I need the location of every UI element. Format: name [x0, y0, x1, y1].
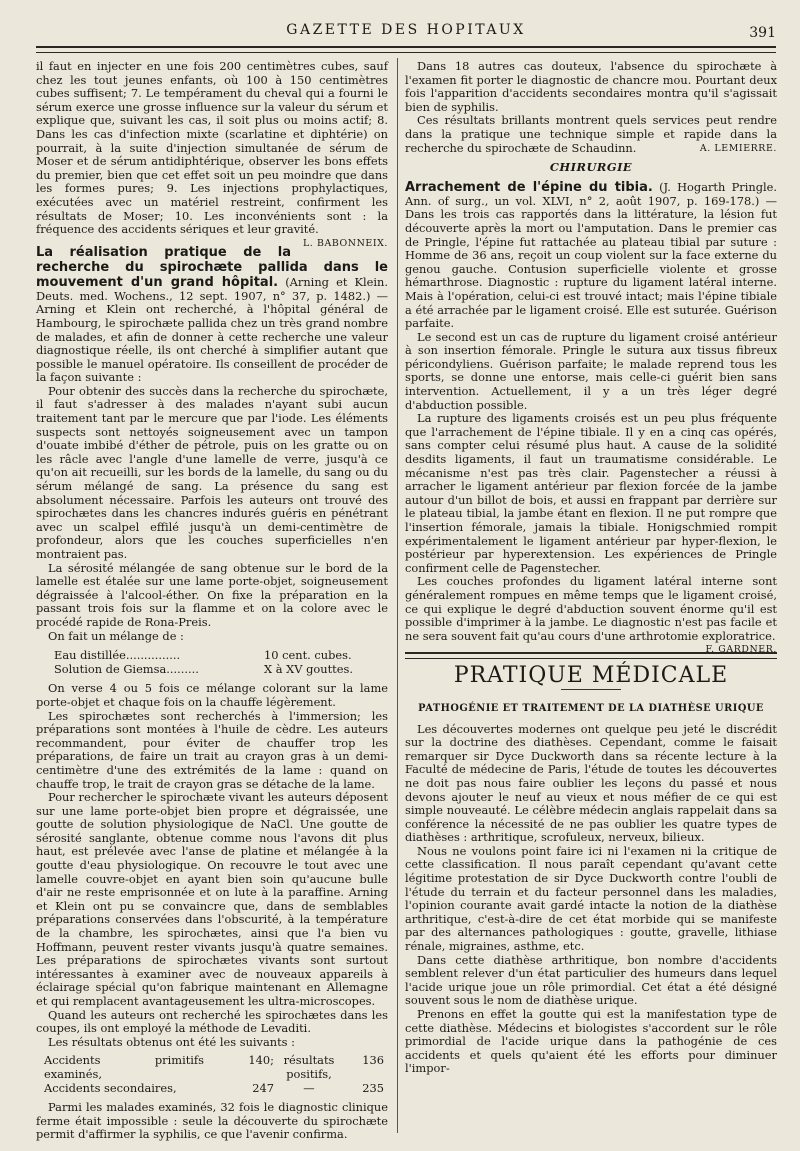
- paragraph: Le second est un cas de rupture du ligament croisé antérieur à son insertion fémorale. Pringle le sutura aux tissus fibreux péricondyliens. Guérison parfaite; le malade reprend tous les sports, se donne une entorse, mais celle-ci guérit bien sans intervention. Actuellement, il y a un très léger degré d'abduction possible.: [405, 329, 777, 412]
- paragraph: Dans 18 autres cas douteux, l'absence du spirochæte à l'examen fit porter le diagnostic de chancre mou. Pourtant deux fois l'apparition d'accidents secondaires montra qu'il s'agissait bien de syphilis.: [405, 59, 777, 114]
- article-reference: (Arning et Klein. Deuts. med. Wochens., 12 sept. 1907, n° 37, p. 1482.): [36, 274, 389, 303]
- recipe-amount: X à XV gouttes.: [264, 661, 353, 676]
- page-number: 391: [749, 25, 776, 41]
- paragraph: Prenons en effet la goutte qui est la manifestation type de cette diathèse. Médecins et biologistes s'accordent sur le rôle primordial de l'acide urique dans la pathogénie de ces accidents et quels qu'aient été les efforts pour diminuer l'impor-: [405, 1007, 777, 1076]
- article-heading: [405, 180, 777, 331]
- article-reference: (J. Hogarth Pringle. Ann. of surg., un vol. XLVI, n° 2, août 1907, p. 169-178.): [405, 179, 777, 208]
- paragraph: [405, 574, 777, 656]
- recipe-ingredient: Eau distillée...............: [54, 648, 181, 663]
- results-positive-label: —: [303, 1080, 315, 1095]
- paragraph-text: Les couches profondes du ligament latéral interne sont généralement rompues en même temps que le ligament croisé, ce qui explique le degré d'abduction souvent énorme qu'il est possible d'imprimer à la jambe. Le diagnostic n'est pas facile et ne sera souvent fait qu'au cours d'une arthrotomie exploratrice.: [405, 574, 777, 643]
- results-count: 140;: [248, 1053, 274, 1068]
- recipe-list: [54, 649, 388, 676]
- paragraph: Parmi les malades examinés, 32 fois le diagnostic clinique ferme était impossible : seule la découverte du spirochæte permit d'affirmer la syphilis, ce que l'avenir confirma.: [36, 1100, 388, 1142]
- paragraph: Les résultats obtenus ont été les suivants :: [48, 1034, 295, 1049]
- author-signature: F. GARDNER.: [705, 644, 777, 656]
- paragraph: La rupture des ligaments croisés est un peu plus fréquente que l'arrachement de l'épine tibiale. Il y en a cinq cas opérés, sans compter celui résumé plus haut. A cause de la solidité desdits ligaments, il faut un traumatisme considérable. Le mécanisme n'est pas très clair. Pagenstecher a réussi à arracher le ligament antérieur par flexion forcée de la jambe autour d'un billot de bois, et aussi en frappant par derrière sur le plateau tibial, la jambe étant en flexion. Il ne put rompre que l'insertion fémorale, jamais la tibiale. Honigschmied rompit expérimentalement le ligament antérieur par hyper-flexion, le postérieur par hyperextension. Les expériences de Pringle confirment celle de Pagenstecher.: [405, 411, 777, 575]
- article-title: Arrachement de l'épine du tibia.: [405, 179, 653, 195]
- article-title: La réalisation pratique de la recherche du spirochæte pallida dans le mouvement d'un grand hôpital.: [36, 244, 388, 290]
- results-row: [44, 1082, 388, 1096]
- paragraph-text: Ces résultats brillants montrent quels services peut rendre dans la pratique une technique simple et rapide dans la recherche du spirochæte de Schaudinn.: [405, 113, 777, 155]
- column-divider: [397, 58, 398, 1133]
- recipe-ingredient: Solution de Giemsa.........: [54, 661, 199, 676]
- paragraph-text: il faut en injecter en une fois 200 centimètres cubes, sauf chez les tout jeunes enfants, où 100 à 150 centimètres cubes suffisent; 7. Le tempérament du cheval qui a fourni le sérum exerce une grosse influence sur la valeur du sérum et explique que, suivant les cas, il soit plus ou moins actif; 8. Dans les cas d'infection mixte (scarlatine et diphtérie) on pourrait, à la suite d'injection simultanée de sérum de Moser et de sérum antidiphtérique, observer les bons effets du premier, bien que cet effet soit un peu moindre que dans les formes pures; 9. Les injections prophylactiques, exécutées avec un matériel restreint, confirment les résultats de Moser; 10. Les inconvénients sont : la fréquence des accidents sériques et leur gravité.: [36, 59, 388, 237]
- section-title: PRATIQUE MÉDICALE: [453, 663, 729, 689]
- results-row: [44, 1054, 388, 1081]
- article-intro: — Dans les trois cas rapportés dans la littérature, la lésion fut découverte après la mort ou l'amputation. Dans le premier cas de Pringle, l'épine fut rattachée au plateau tibial par suture : Homme de 36 ans, reçoit un coup violent sur la face externe du genou gauche. Contusion superficielle violente et grosse hémarthrose. Diagnostic : rupture du ligament latéral interne. Mais à l'opération, celui-ci est trouvé intact; mais l'épine tibiale a été arrachée par le ligament croisé. Elle est suturée. Guérison parfaite.: [405, 193, 778, 331]
- paragraph: On verse 4 ou 5 fois ce mélange colorant sur la lame porte-objet et chaque fois on la chauffe légèrement.: [36, 681, 388, 709]
- paragraph: Nous ne voulons point faire ici ni l'examen ni la critique de cette classification. Il nous paraît cependant qu'avant cette légitime protestation de sir Dyce Duckworth contre l'oubli de l'étude du terrain et du facteur personnel dans les maladies, l'opinion courante avait gardé intacte la notion de la diathèse arthritique, c'est-à-dire de cet état morbide qui se manifeste par des alternances pathologiques : goutte, gravelle, lithiase rénale, migraines, asthme, etc.: [405, 843, 777, 954]
- article-heading: [36, 245, 388, 385]
- paragraph: Quand les auteurs ont recherché les spirochætes dans les coupes, ils ont employé la méthode de Levaditi.: [36, 1007, 388, 1036]
- results-positive-count: 235: [362, 1080, 384, 1095]
- title-rule: [561, 689, 621, 690]
- right-column: [405, 60, 777, 1076]
- article-subtitle: PATHOGÉNIE ET TRAITEMENT DE LA DIATHÈSE URIQUE: [418, 702, 764, 714]
- results-label: Accidents secondaires,: [44, 1080, 177, 1095]
- paragraph: Pour obtenir des succès dans la recherche du spirochæte, il faut s'adresser à des malades n'ayant subi aucun traitement tant par le mercure que par l'iode. Les éléments suspects sont nettoyés soigneusement avec un tampon d'ouate imbibé d'éther de pétrole, puis on les gratte ou on les râcle avec l'angle d'une lamelle de verre, jusqu'à ce qu'on ait recueilli, sur les bords de la lamelle, du sang ou du sérum mélangé de sang. La présence du sang est absolument nécessaire. Parfois les auteurs ont trouvé des spirochætes dans les chancres indurés guéris en pénétrant avec un scalpel effilé jusqu'à un demi-centimètre de profondeur, alors que les couches superficielles n'en montraient pas.: [36, 383, 388, 561]
- paragraph: La sérosité mélangée de sang obtenue sur le bord de la lamelle est étalée sur une lame porte-objet, soigneusement dégraissée à l'alcool-éther. On fixe la préparation en la passant trois fois sur la flamme et on la colore avec le procédé rapide de Rona-Preis.: [36, 560, 388, 629]
- page-header: [36, 22, 776, 46]
- results-positive-count: 136: [362, 1053, 384, 1068]
- paragraph: [405, 114, 777, 155]
- paragraph: [36, 59, 388, 249]
- paragraph: On fait un mélange de :: [48, 628, 184, 643]
- header-rule: [36, 46, 776, 53]
- recipe-row: [54, 649, 388, 663]
- results-label: Accidents primitifs examinés,: [44, 1053, 204, 1081]
- results-positive-label: résultats positifs,: [283, 1053, 335, 1081]
- section-label: CHIRURGIE: [549, 160, 633, 175]
- article-intro: — Arning et Klein ont recherché, à l'hôpital général de Hambourg, le spirochæte pallida chez un très grand nombre de malades, et afin de donner à cette recherche une valeur diagnostique réelle, ils ont cherché à simplifier autant que possible le manuel opératoire. Ils conseillent de procéder de la façon suivante :: [36, 288, 388, 385]
- paragraph: Les spirochætes sont recherchés à l'immersion; les préparations sont montées à l'huile de cèdre. Les auteurs recommandent, pour éviter de chauffer trop les préparations, de faire un trait au crayon gras à un demi-centimètre d'une des extrémités de la lame : quand on chauffe trop, le trait de crayon gras se détache de la lame.: [36, 708, 388, 791]
- running-title: GAZETTE DES HOPITAUX: [286, 22, 526, 38]
- recipe-row: [54, 663, 388, 677]
- paragraph: Les découvertes modernes ont quelque peu jeté le discrédit sur la doctrine des diathèses. Cependant, comme le faisait remarquer sir Dyce Duckworth dans sa récente lecture à la Faculté de médecine de Paris, l'étude de toutes les découvertes ne doit pas nous faire oublier les leçons du passé et nous devons ajouter le neuf au vieux et nous méfier de ce qui est simple nouveauté. Le célèbre médecin anglais rappelait dans sa conférence la nécessité de ne pas oublier les quatre types de diathèses : arthritique, scrofuleux, nerveux, bilieux.: [405, 721, 777, 845]
- left-column: [36, 60, 388, 1142]
- paragraph: Dans cette diathèse arthritique, bon nombre d'accidents semblent relever d'un état particulier des humeurs dans lequel l'acide urique joue un rôle primordial. Cet état a été désigné souvent sous le nom de diathèse urique.: [405, 952, 777, 1008]
- paragraph: Pour rechercher le spirochæte vivant les auteurs déposent sur une lame porte-objet bien propre et dégraissée, une goutte de solution physiologique de NaCl. Une goutte de sérosité sanglante, obtenue comme nous l'avons dit plus haut, est prélevée avec l'anse de platine et mélangée à la goutte d'eau physiologique. On recouvre le tout avec une lamelle couvre-objet en ayant bien soin qu'aucune bulle d'air ne reste emprisonnée et on lute à la paraffine. Arning et Klein ont pu se convaincre que, dans de semblables préparations conservées dans l'obscurité, à la température de la chambre, les spirochætes, ainsi que l'a bien vu Hoffmann, peuvent rester vivants jusqu'à quatre semaines. Les préparations de spirochætes vivants sont surtout intéressantes à examiner avec de nouveaux appareils à éclairage spécial qu'on fabrique maintenant en Allemagne et qui remplacent avantageusement les ultra-microscopes.: [36, 790, 388, 1008]
- author-signature: L. BABONNEIX.: [302, 237, 388, 249]
- recipe-amount: 10 cent. cubes.: [264, 648, 352, 663]
- results-count: 247: [252, 1080, 274, 1095]
- results-table: [36, 1054, 388, 1095]
- author-signature: A. LEMIERRE.: [699, 142, 777, 154]
